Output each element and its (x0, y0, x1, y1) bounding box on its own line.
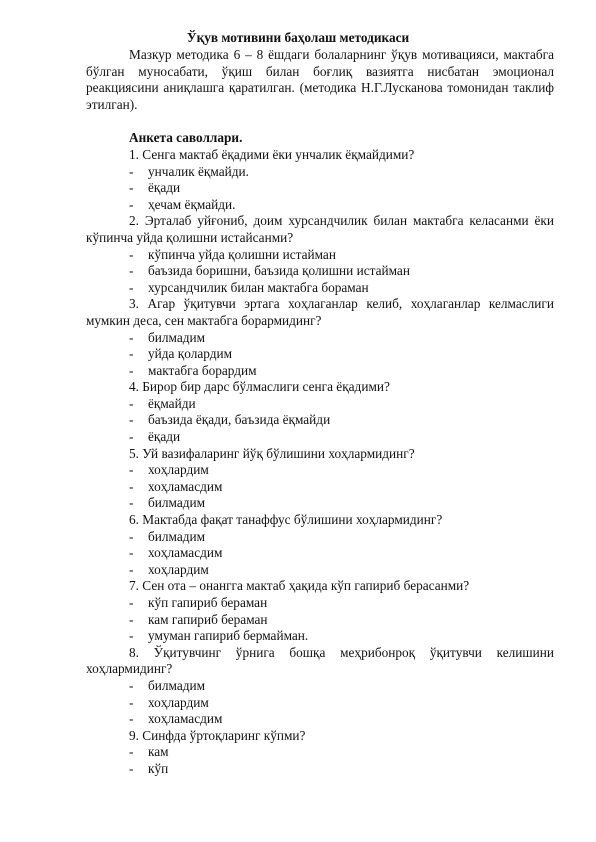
answer-option (86, 412, 554, 429)
question-text: 9. Синфда ўртоқларинг кўпми? (129, 727, 306, 743)
option-label: кам (148, 744, 169, 760)
option-dash: - (129, 561, 134, 577)
questionnaire-heading: Анкета саволлари. (129, 130, 243, 146)
answer-option (86, 180, 554, 197)
option-dash: - (129, 711, 134, 727)
option-label: ёқади (148, 429, 181, 445)
option-dash: - (129, 628, 134, 644)
option-dash: - (129, 495, 134, 511)
option-dash: - (129, 760, 134, 776)
option-label: хоҳламасдим (148, 711, 223, 727)
answer-option (86, 479, 554, 496)
question-text: 2. Эрталаб уйғониб, доим хурсандчилик билан мактабга келасанми ёки кўпинча уйда қолишни истайсанми? (86, 213, 554, 245)
question-text: 3. Агар ўқитувчи эртага хоҳлаганлар келиб, хоҳлаганлар келмаслиги мумкин деса, сен мактабга борармидинг? (86, 296, 554, 328)
question-text: 6. Мактабда фақат танаффус бўлишини хоҳлармидинг? (129, 512, 443, 528)
answer-option (86, 545, 554, 562)
option-dash: - (129, 545, 134, 561)
option-dash: - (129, 478, 134, 494)
answer-option (86, 562, 554, 579)
option-label: кўп (148, 760, 169, 776)
option-dash: - (129, 611, 134, 627)
question-text: 7. Сен ота – онангга мактаб ҳақида кўп гапириб берасанми? (129, 578, 470, 594)
answer-option (86, 678, 554, 695)
option-label: умуман гапириб бермайман. (148, 628, 309, 644)
option-label: хурсандчилик билан мактабга бораман (148, 279, 369, 295)
spacer (86, 113, 554, 130)
option-dash: - (129, 744, 134, 760)
option-label: унчалик ёқмайди. (148, 163, 249, 179)
option-label: билмадим (148, 329, 206, 345)
option-dash: - (129, 196, 134, 212)
answer-option (86, 363, 554, 380)
option-label: хоҳлардим (148, 462, 209, 478)
option-dash: - (129, 694, 134, 710)
option-dash: - (129, 595, 134, 610)
option-label: хоҳламасдим (148, 545, 223, 561)
option-label: хоҳлардим (148, 694, 209, 710)
answer-option (86, 744, 554, 761)
answer-option (86, 164, 554, 181)
option-dash: - (129, 346, 134, 362)
option-dash: - (129, 263, 134, 279)
option-label: ёқади (148, 180, 181, 196)
option-label: баъзида боришни, баъзида қолишни истайман (148, 263, 410, 279)
question-text: 5. Уй вазифаларинг йўқ бўлишини хоҳлармидинг? (129, 445, 415, 461)
option-dash: - (129, 246, 134, 262)
option-dash: - (129, 362, 134, 378)
answer-option (86, 612, 554, 629)
option-label: хоҳламасдим (148, 478, 223, 494)
answer-option (86, 761, 554, 778)
question-text: 8. Ўқитувчинг ўрнига бошқа меҳрибонроқ ўқитувчи келишини хоҳлармидинг? (86, 644, 554, 677)
answer-option (86, 462, 554, 479)
option-label: уйда қолардим (148, 346, 232, 362)
option-label: билмадим (148, 677, 206, 693)
option-label: мактабга борардим (148, 362, 257, 378)
answer-option (86, 695, 554, 712)
answer-option (86, 197, 554, 214)
option-dash: - (129, 429, 134, 445)
option-label: билмадим (148, 528, 206, 544)
answer-option (86, 263, 554, 280)
answer-option (86, 346, 554, 363)
option-dash: - (129, 163, 134, 179)
answer-option (86, 628, 554, 645)
option-dash: - (129, 279, 134, 295)
answer-option (86, 280, 554, 297)
answer-option (86, 495, 554, 512)
option-dash: - (129, 180, 134, 196)
answer-option (86, 330, 554, 347)
option-label: кўпинча уйда қолишни истайман (148, 246, 336, 262)
option-label: билмадим (148, 495, 206, 511)
option-label: ёқмайди (148, 395, 196, 411)
question-list (86, 147, 554, 778)
option-label: хоҳлардим (148, 561, 209, 577)
question-text: 4. Бирор бир дарс бўлмаслиги сенга ёқадими? (129, 379, 390, 395)
question-text: 1. Сенга мактаб ёқадими ёки унчалик ёқмайдими? (129, 146, 415, 162)
option-dash: - (129, 462, 134, 478)
document-title: Ўқув мотивини баҳолаш методикаси (186, 30, 410, 45)
option-dash: - (129, 395, 134, 411)
option-label: ҳечам ёқмайди. (148, 196, 236, 212)
document-body (86, 47, 554, 778)
answer-option (86, 711, 554, 728)
option-label: баъзида ёқади, баъзида ёқмайди (148, 412, 331, 428)
answer-option (86, 595, 554, 612)
intro-paragraph: Мазкур методика 6 – 8 ёшдаги болаларнинг ўқув мотивацияси, мактабга бўлган муносабати, ўқиш билан боғлиқ вазиятга нисбатан эмоционал реакциясини аниқлашга қаратилган. (методика Н.Г.Лусканова томонидан таклиф этилган). (86, 47, 554, 112)
option-dash: - (129, 677, 134, 693)
answer-option (86, 247, 554, 264)
option-label: кам гапириб бераман (148, 611, 268, 627)
option-label: кўп гапириб бераман (148, 595, 268, 610)
option-dash: - (129, 329, 134, 345)
answer-option (86, 396, 554, 413)
answer-option (86, 429, 554, 446)
answer-option (86, 529, 554, 546)
option-dash: - (129, 412, 134, 428)
option-dash: - (129, 528, 134, 544)
